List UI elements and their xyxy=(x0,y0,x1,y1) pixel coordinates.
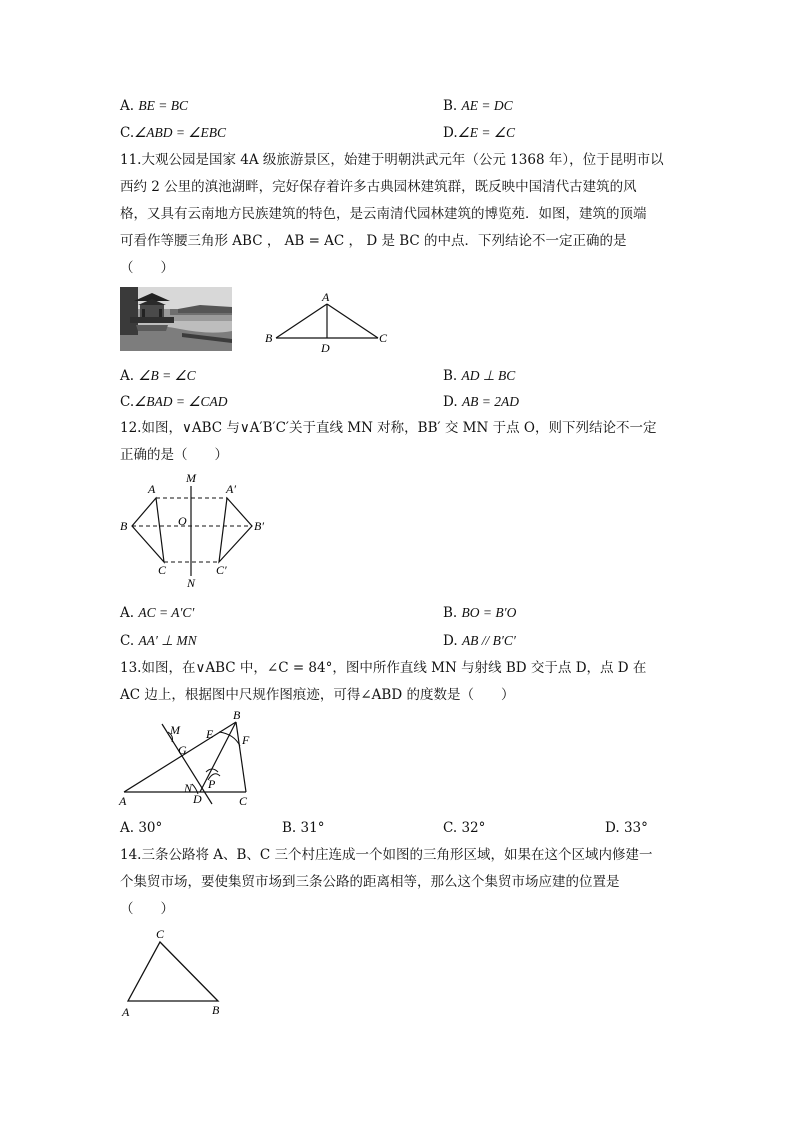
q13-label-f: F xyxy=(242,733,250,747)
q13-label-n: N xyxy=(184,781,193,795)
q12-triangle-abc xyxy=(132,498,164,562)
q13-arc-p1 xyxy=(206,769,218,772)
q14-triangle-abc xyxy=(128,942,218,1001)
q13-label-d: D xyxy=(193,792,202,806)
q11-text-line4: 可看作等腰三角形 ABC ， AB = AC ， D 是 BC 的中点．下列结论不一定正确的是 xyxy=(120,233,627,249)
q11-label-d: D xyxy=(321,341,330,354)
q10-option-b: B. AE = DC xyxy=(443,98,513,114)
q13-label-c: C xyxy=(239,794,248,808)
q12-option-c: C. AA′ ⊥ MN xyxy=(120,633,197,649)
q11-label-a: A xyxy=(322,290,330,304)
q11-answer-paren: （ ） xyxy=(120,260,174,276)
q11-option-a: A. ∠B = ∠C xyxy=(120,368,196,384)
q13-label-b: B xyxy=(233,710,241,722)
q10-option-c: C.∠ABD = ∠EBC xyxy=(120,125,226,141)
q12-label-b-prime: B′ xyxy=(254,519,264,533)
q11-isosceles-figure xyxy=(262,288,392,354)
q12-option-b: B. BO = B′O xyxy=(443,605,517,621)
q13-option-b: B. 31° xyxy=(282,820,325,836)
q11-side-ab xyxy=(276,304,327,338)
q11-side-ac xyxy=(327,304,378,338)
q11-text-line3: 格，又具有云南地方民族建筑的特色，是云南清代园林建筑的博览苑．如图，建筑的顶端 xyxy=(120,206,647,222)
q13-label-e: E xyxy=(206,727,214,741)
q12-option-d: D. AB // B′C′ xyxy=(443,633,516,649)
q11-label-b: B xyxy=(265,331,273,345)
q11-option-c: C.∠BAD = ∠CAD xyxy=(120,394,228,410)
q14-label-c: C xyxy=(156,927,165,941)
q12-text-line1: 12.如图，∨ABC 与∨A′B′C′关于直线 MN 对称，BB′ 交 MN 于点 O，则下列结论不一定 xyxy=(120,420,657,436)
q12-option-a: A. AC = A′C′ xyxy=(120,605,195,621)
q13-label-a: A xyxy=(119,794,127,808)
q14-triangle-figure xyxy=(116,924,236,1020)
q11-option-d: D. AB = 2AD xyxy=(443,394,520,410)
q13-construction-figure xyxy=(116,710,266,810)
q13-label-m: M xyxy=(170,723,180,737)
q11-text-line2: 西约 2 公里的滇池湖畔，完好保存着许多古典园林建筑群，既反映中国清代古建筑的风 xyxy=(120,179,637,195)
pavilion-photo-drawing xyxy=(120,287,232,351)
q10-option-a: A. BE = BC xyxy=(120,98,188,114)
q12-label-a: A xyxy=(148,482,156,496)
q13-text-line1: 13.如图，在∨ABC 中，∠C = 84°，图中所作直线 MN 与射线 BD 交于点 D，点 D 在 xyxy=(120,660,647,676)
q13-option-d: D. 33° xyxy=(605,820,648,836)
q14-text-line1: 14.三条公路将 A、B、C 三个村庄连成一个如图的三角形区域，如果在这个区域内修建一 xyxy=(120,847,653,863)
q13-label-g: G xyxy=(178,743,187,757)
q12-triangle-a2b2c2 xyxy=(219,498,252,562)
q10-option-d: D.∠E = ∠C xyxy=(443,125,515,141)
q12-label-a-prime: A′ xyxy=(226,482,236,496)
pavilion-photo xyxy=(120,287,232,351)
q12-label-m: M xyxy=(186,471,196,485)
q12-label-b: B xyxy=(120,519,128,533)
q13-label-p: P xyxy=(208,777,216,791)
q12-label-n: N xyxy=(187,576,196,590)
q12-text-line2: 正确的是（ ） xyxy=(120,447,228,463)
q13-option-a: A. 30° xyxy=(120,820,163,836)
q13-option-c: C. 32° xyxy=(443,820,486,836)
q12-symmetry-figure xyxy=(116,470,276,590)
q12-label-o: O xyxy=(178,514,187,528)
q14-label-a: A xyxy=(122,1005,130,1019)
q12-label-c-prime: C′ xyxy=(216,563,227,577)
q13-text-line2: AC 边上，根据图中尺规作图痕迹，可得∠ABD 的度数是（ ） xyxy=(120,687,515,703)
q11-text-line1: 11.大观公园是国家 4A 级旅游景区，始建于明朝洪武元年（公元 1368 年），位于昆明市以 xyxy=(120,152,664,168)
q11-label-c: C xyxy=(379,331,388,345)
q14-answer-paren: （ ） xyxy=(120,901,174,917)
q14-label-b: B xyxy=(212,1003,220,1017)
q14-text-line2: 个集贸市场，要使集贸市场到三条公路的距离相等，那么这个集贸市场应建的位置是 xyxy=(120,874,620,890)
q11-option-b: B. AD ⊥ BC xyxy=(443,368,516,384)
q12-label-c: C xyxy=(158,563,167,577)
